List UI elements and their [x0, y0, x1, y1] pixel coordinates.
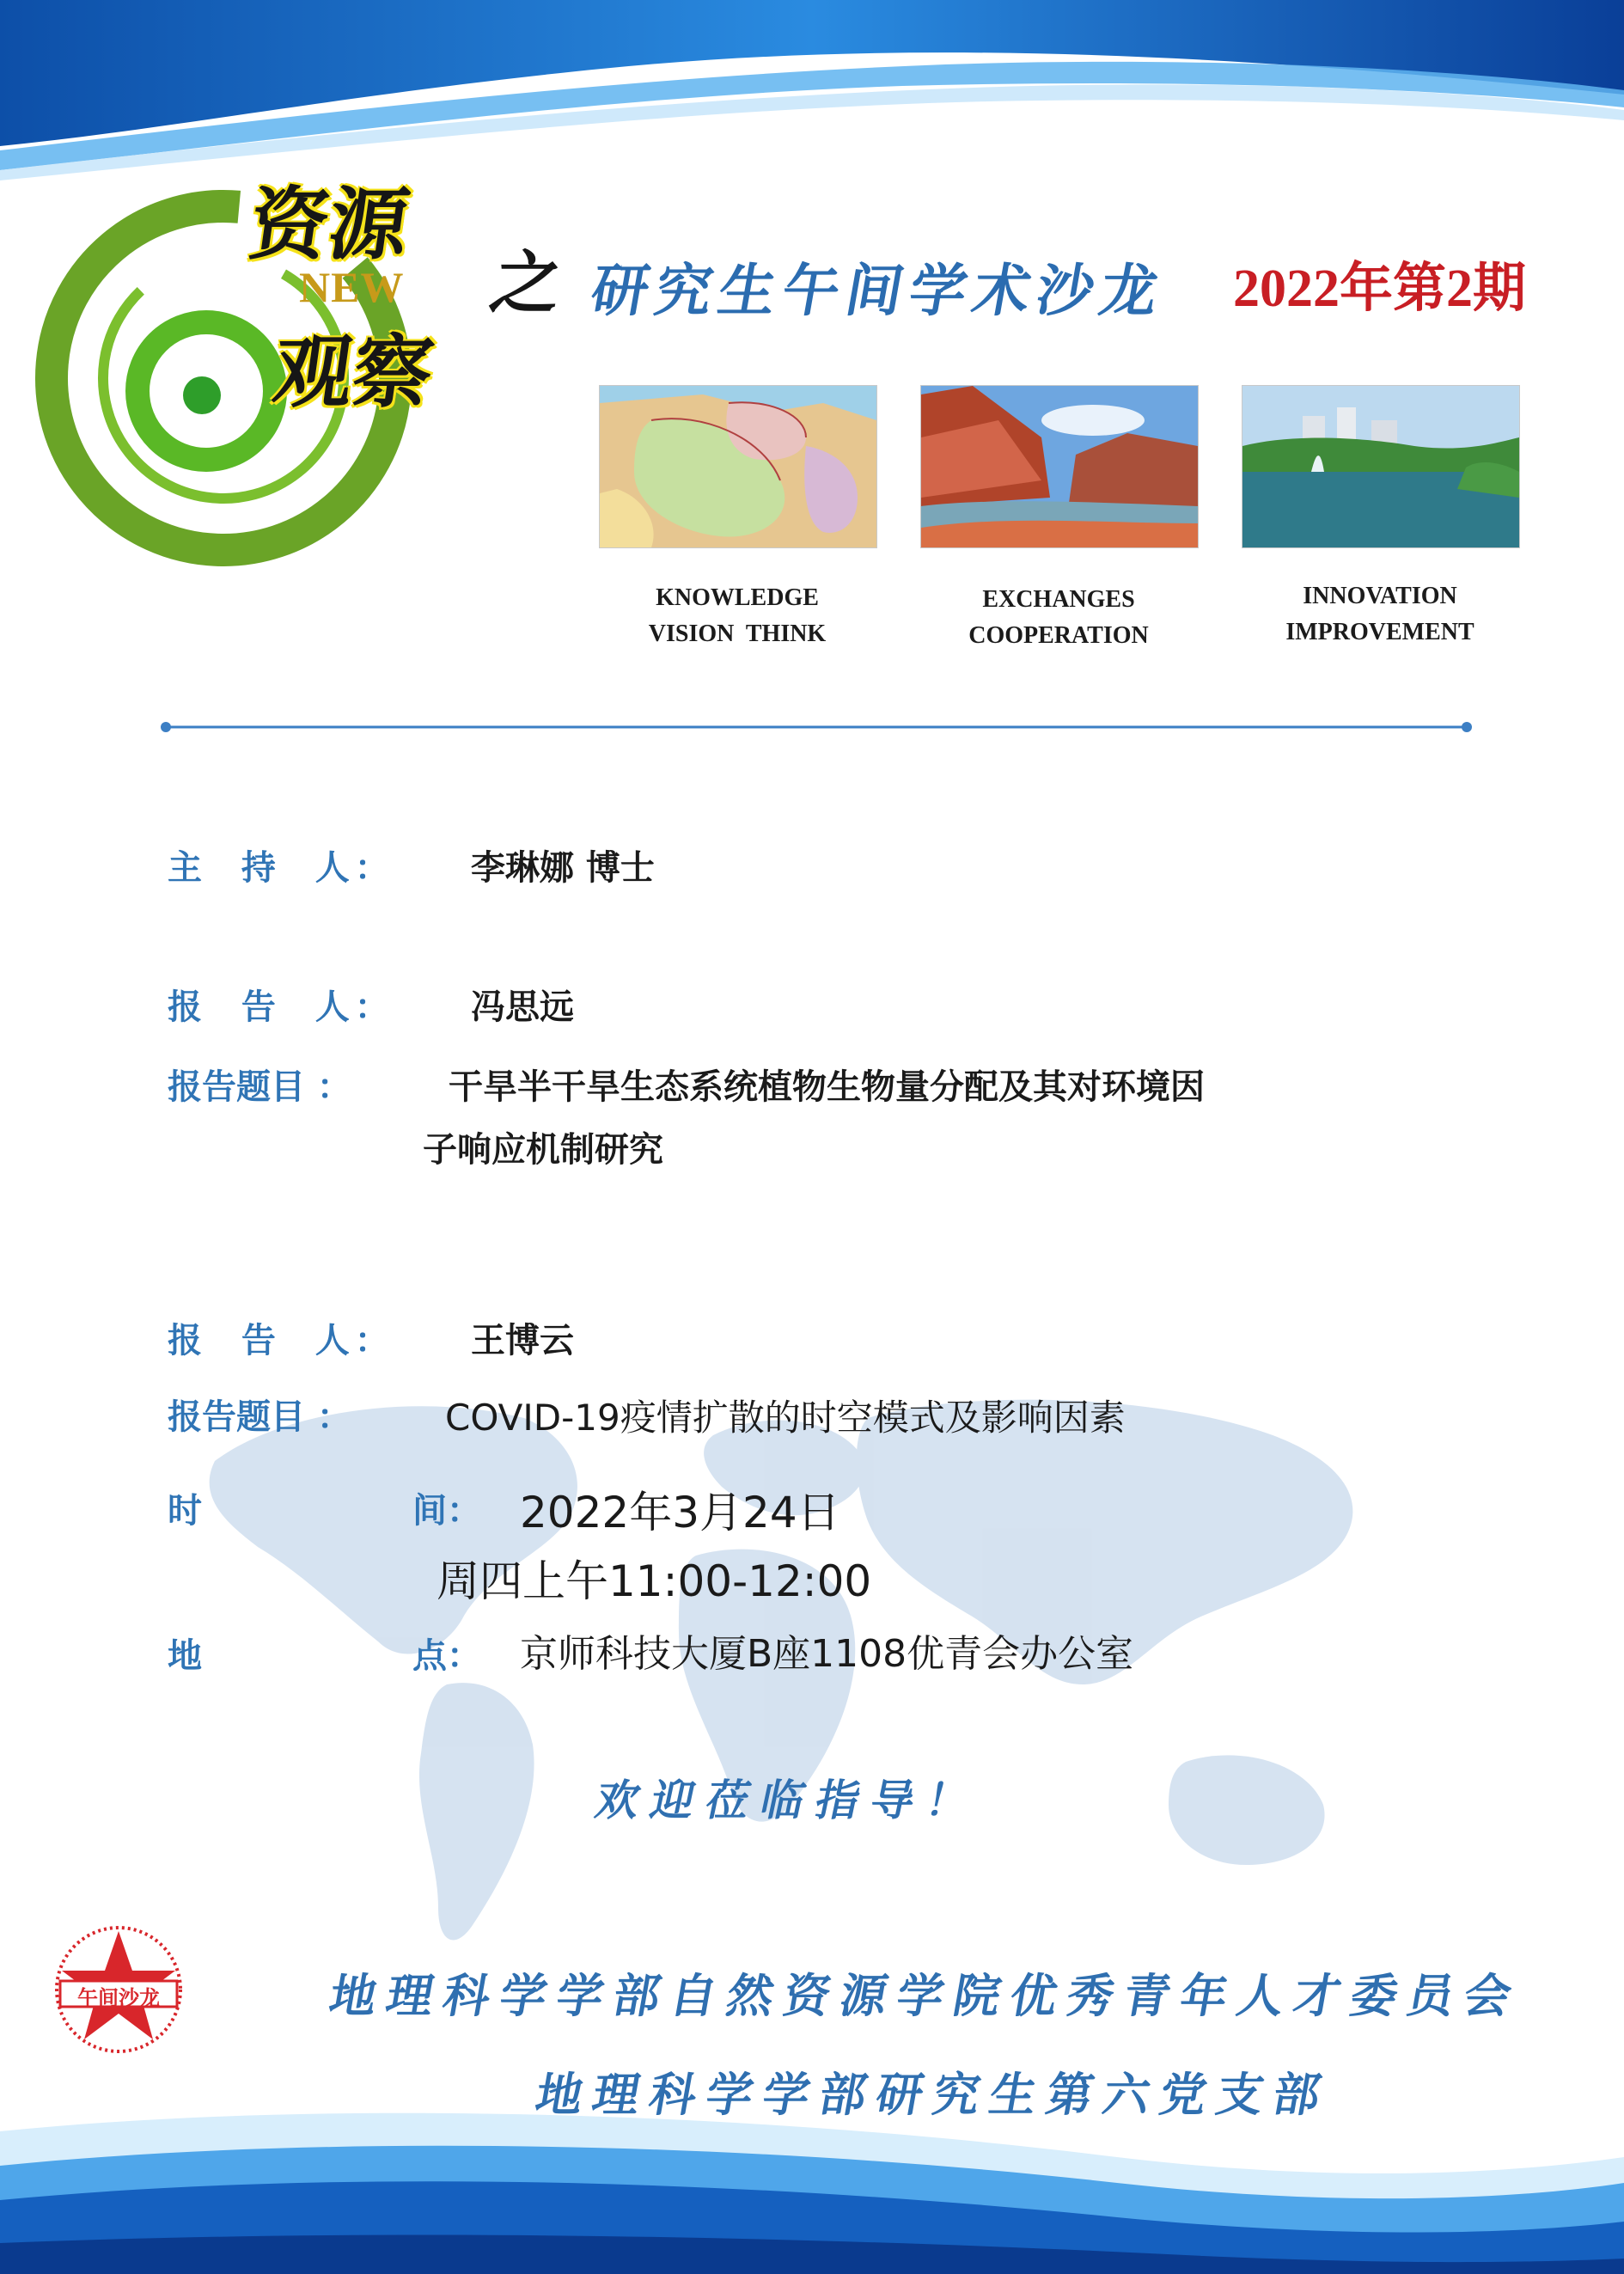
title-connector: 之 [484, 242, 571, 323]
host-value: 李琳娜 博士 [471, 847, 655, 888]
topic1-label: 报告题目 ： [168, 1067, 351, 1107]
panel-caption-2-line1: EXCHANGES [982, 586, 1135, 613]
top-wave-banner [0, 0, 1624, 180]
host-label: 主 持 人： [168, 847, 394, 888]
organizer-line-1: 地理科学学部自然资源学院优秀青年人才委员会 [325, 1968, 1527, 2023]
panel-caption-2 [920, 582, 1197, 654]
panel-caption-3-line1: INNOVATION [1303, 583, 1457, 609]
time-label-colon: 间： [412, 1490, 481, 1531]
time-hours: 周四上午11:00-12:00 [437, 1556, 872, 1606]
panel-caption-1 [599, 580, 876, 652]
logo-brand-bottom: 观察 [267, 326, 439, 419]
speaker1-value: 冯思远 [471, 987, 574, 1027]
speaker2-label: 报 告 人： [168, 1320, 394, 1360]
section-divider [159, 720, 1474, 734]
series-title: 研究生午间学术沙龙 [586, 257, 1170, 324]
time-label-char: 时 [168, 1490, 202, 1531]
panel-image-map [599, 385, 877, 548]
organizer-line-2: 地理科学学部研究生第六党支部 [531, 2067, 1336, 2122]
issue-number: 2022年第2期 [1233, 260, 1527, 318]
welcome-message: 欢迎莅临指导！ [590, 1775, 987, 1825]
topic2-value: COVID-19疫情扩散的时空模式及影响因素 [445, 1397, 1126, 1439]
place-label-char: 地 [168, 1635, 202, 1676]
logo-brand-top: 资源 [243, 178, 415, 271]
logo-new-mark: NEW [299, 263, 405, 311]
panel-caption-1-line2: VISION THINK [648, 620, 827, 647]
panel-caption-3 [1242, 578, 1518, 651]
topic1-line2: 子响应机制研究 [423, 1129, 663, 1170]
topic1-line1: 干旱半干旱生态系统植物生物量分配及其对环境因 [449, 1067, 1205, 1107]
panel-caption-1-line1: KNOWLEDGE [656, 584, 819, 611]
topic2-label: 报告题目 ： [168, 1397, 351, 1437]
place-value: 京师科技大厦B座1108优青会办公室 [520, 1632, 1134, 1676]
panel-caption-3-line2: IMPROVEMENT [1285, 619, 1474, 645]
time-date: 2022年3月24日 [520, 1488, 840, 1537]
place-label-colon: 点： [412, 1635, 481, 1676]
salon-stamp-text: 午间沙龙 [77, 1986, 160, 2010]
panel-image-canyon [920, 385, 1199, 548]
panel-image-lake [1242, 385, 1520, 548]
panel-caption-2-line2: COOPERATION [968, 622, 1149, 649]
speaker1-label: 报 告 人： [168, 987, 394, 1027]
speaker2-value: 王博云 [471, 1320, 574, 1360]
